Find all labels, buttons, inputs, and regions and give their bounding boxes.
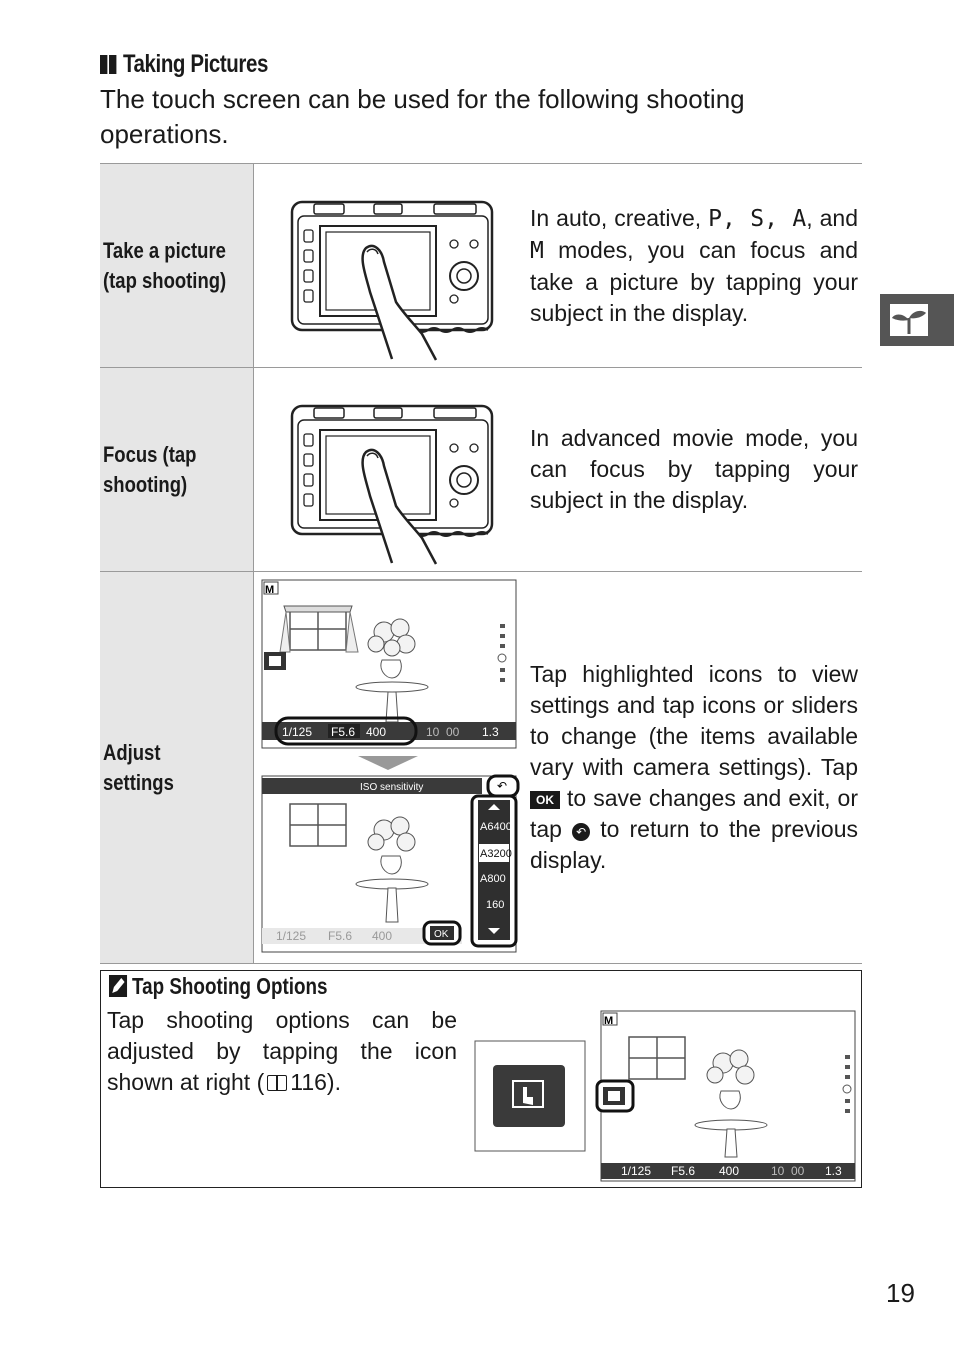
desc-text: Tap highlighted icons to view settings and tap icons or sliders to change (the items available vary with camera settings). Tap xyxy=(530,661,858,780)
iso-option[interactable]: A6400 xyxy=(480,821,512,833)
row-label-text: Take a picture (tap shooting) xyxy=(103,237,227,293)
section-heading xyxy=(100,50,268,79)
shutter-value[interactable]: 1/125 xyxy=(282,725,313,739)
camera-tap-icon xyxy=(254,164,524,362)
table-row xyxy=(100,572,862,964)
desc-text: to return to the previous display. xyxy=(530,816,858,873)
screen-illustrations xyxy=(254,572,525,964)
mode-letter-m: M xyxy=(530,237,544,264)
shots-remaining: 10 xyxy=(426,725,440,739)
mode-indicator: M xyxy=(604,1015,614,1027)
page-ref[interactable]: 116 xyxy=(290,1069,327,1095)
iso-value: 400 xyxy=(719,1164,740,1178)
operations-table xyxy=(100,163,862,964)
page-number: 19 xyxy=(886,1278,915,1308)
camera-illustration xyxy=(254,368,525,572)
row-label-text: Adjust settings xyxy=(103,739,174,795)
desc-text: , and xyxy=(806,204,858,231)
aperture-value: F5.6 xyxy=(671,1164,696,1178)
desc-text: modes, you can focus and take a picture by tapping your subject in the display. xyxy=(530,236,858,326)
pencil-icon xyxy=(109,975,127,997)
image-size: 1.3 xyxy=(482,725,499,739)
row-label xyxy=(100,164,254,368)
shots-remaining-k: 00 xyxy=(791,1164,805,1178)
section-bullet-icon xyxy=(100,50,118,79)
table-row xyxy=(100,368,862,572)
tip-title-text: Tap Shooting Options xyxy=(131,973,328,999)
chapter-tab-icon xyxy=(880,294,954,346)
down-arrow-icon xyxy=(358,756,418,770)
tip-text-body: Tap shooting options can be adjusted by tapping the icon shown at right ( xyxy=(107,1007,457,1095)
iso-menu-title: ISO sensitivity xyxy=(360,782,424,793)
tip-text-body: ). xyxy=(326,1069,341,1095)
aperture-value-dim: F5.6 xyxy=(328,929,353,943)
mode-letters: P, S, A xyxy=(708,205,807,232)
shutter-value-dim: 1/125 xyxy=(276,929,307,943)
settings-screens-illustration xyxy=(254,572,524,958)
image-size: 1.3 xyxy=(825,1164,842,1178)
row-label-text: Focus (tap shooting) xyxy=(103,441,197,497)
camera-tap-icon xyxy=(254,368,524,566)
shots-remaining: 10 xyxy=(771,1164,785,1178)
row-description xyxy=(524,572,862,964)
shutter-value: 1/125 xyxy=(621,1164,652,1178)
tip-box xyxy=(100,970,862,1188)
row-description: In advanced movie mode, you can focus by tapping your subject in the display. xyxy=(530,425,858,513)
mode-indicator: M xyxy=(265,584,275,596)
intro-text: The touch screen can be used for the following shooting operations. xyxy=(100,84,745,149)
ok-button[interactable]: OK xyxy=(434,929,449,940)
camera-illustration xyxy=(254,164,525,368)
row-label xyxy=(100,572,254,964)
iso-option-selected[interactable]: A3200 xyxy=(480,848,512,860)
return-icon[interactable]: ↶ xyxy=(497,779,508,793)
iso-option[interactable]: A800 xyxy=(480,873,506,885)
leaf-icon xyxy=(890,304,928,336)
iso-value[interactable]: 400 xyxy=(366,725,387,739)
iso-value-dim: 400 xyxy=(372,929,393,943)
desc-text: In auto, creative, xyxy=(530,204,709,231)
iso-option[interactable]: 160 xyxy=(486,899,505,911)
return-icon: ↶ xyxy=(572,823,590,841)
row-description xyxy=(524,164,862,368)
aperture-value[interactable]: F5.6 xyxy=(331,725,356,739)
tip-title xyxy=(109,973,328,1000)
tip-text xyxy=(107,1005,457,1098)
ok-icon: OK xyxy=(530,791,560,809)
section-title: Taking Pictures xyxy=(122,50,268,78)
desc-text: to save changes and exit, or tap xyxy=(530,785,858,842)
table-row xyxy=(100,164,862,368)
tap-options-illustration xyxy=(473,1007,863,1189)
shots-remaining-k: 00 xyxy=(446,725,460,739)
row-label xyxy=(100,368,254,572)
book-icon xyxy=(267,1075,287,1091)
